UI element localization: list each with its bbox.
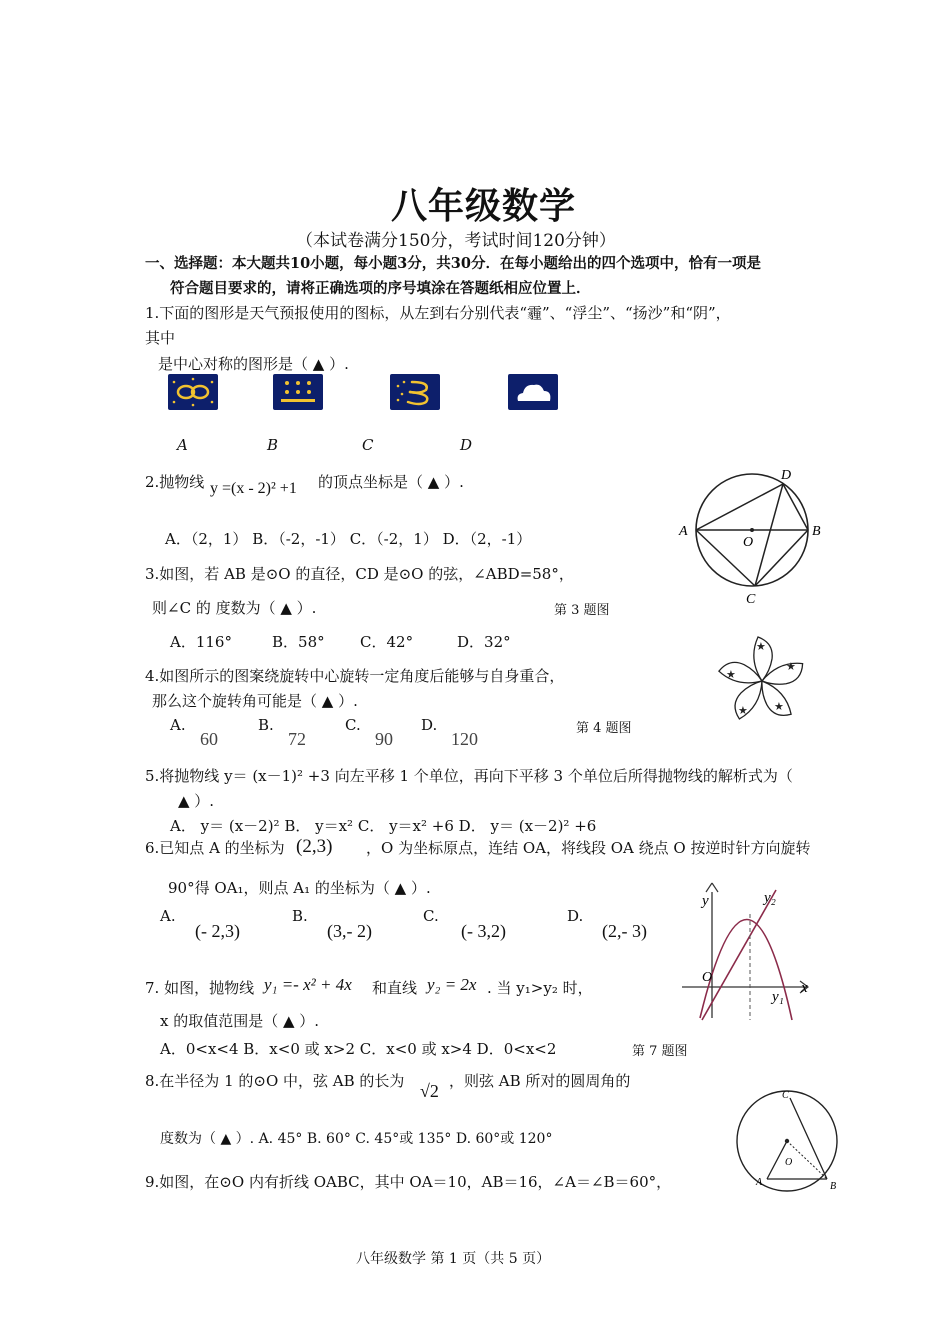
q2-stem-a: 2.抛物线 <box>145 473 205 491</box>
q4-stem-line1: 4.如图所示的图案绕旋转中心旋转一定角度后能够与自身重合， <box>145 667 565 685</box>
q7-stem-c: . 当 y₁>y₂ 时， <box>487 979 593 997</box>
q8-stem-b: ，则弦 AB 所对的圆周角的 <box>449 1072 631 1090</box>
haze-icon <box>168 374 218 410</box>
q5-stem-line2: ▲ ）. <box>178 792 215 810</box>
q4-option-d-letter: D. <box>421 716 438 734</box>
section-instructions-line1: 一、选择题：本大题共10小题，每小题3分，共30分．在每小题给出的四个选项中，恰有一项是 <box>145 255 761 272</box>
q6-option-d-value: (2,- 3) <box>602 921 647 941</box>
q7-formula-y2: y₂ = 2x <box>427 975 477 994</box>
svg-text:★: ★ <box>756 640 766 653</box>
sand-icon <box>390 374 440 410</box>
q7-label-y2: y₂ <box>764 890 776 906</box>
q1-stem-line2: 其中 <box>145 329 176 347</box>
q8-label-c: C <box>782 1090 789 1101</box>
q7-formula-y1: y₁ =- x² + 4x <box>264 975 352 994</box>
page-title: 八年级数学 <box>391 186 577 227</box>
q8-label-a: A <box>756 1177 763 1188</box>
q4-option-c-value: 90 <box>375 729 393 749</box>
q6-option-b-value: (3,- 2) <box>327 921 372 941</box>
q5-options: A． y＝ (x－2)² B． y＝x² C． y＝x² +6 D． y＝ (x－2)² +6 <box>170 817 597 835</box>
q6-option-b-letter: B. <box>292 907 308 925</box>
q3-option-a: A．116° <box>170 633 232 651</box>
q6-option-c-letter: C. <box>423 907 439 925</box>
svg-text:★: ★ <box>726 668 736 681</box>
q1-label-c: C <box>362 436 374 454</box>
cloudy-icon <box>508 374 558 410</box>
q3-label-c: C <box>746 592 756 607</box>
svg-text:★: ★ <box>738 704 748 717</box>
q4-stem-line2: 那么这个旋转角可能是（ ▲ ）. <box>152 692 358 710</box>
q7-label-x: x <box>801 980 808 996</box>
q4-figure <box>708 628 816 734</box>
q1-stem-line3: 是中心对称的图形是（ ▲ ）. <box>158 355 349 373</box>
q1-stem-line1: 1.下面的图形是天气预报使用的图标，从左到右分别代表“霾”、“浮尘”、“扬沙”和“阴”， <box>145 304 731 322</box>
q4-option-b-value: 72 <box>288 729 306 749</box>
q7-label-y: y <box>702 893 709 909</box>
q8-stem-a: 8.在半径为 1 的⊙O 中，弦 AB 的长为 <box>145 1072 405 1090</box>
q6-option-c-value: (- 3,2) <box>461 921 506 941</box>
q7-options: A．0<x<4 B．x<0 或 x>2 C．x<0 或 x>4 D．0<x<2 <box>160 1040 557 1058</box>
svg-text:★: ★ <box>774 700 784 713</box>
q7-label-o: O <box>702 970 713 985</box>
q3-caption: 第 3 题图 <box>554 603 610 618</box>
q6-stem-a: 6.已知点 A 的坐标为 <box>145 839 285 857</box>
q2-options: A．（2，1） B．（-2，-1） C．（-2，1） D．（2，-1） <box>165 530 532 548</box>
q1-label-b: B <box>267 436 279 454</box>
q3-stem-line2: 则∠C 的 度数为（ ▲ ）. <box>152 599 317 617</box>
q3-label-o: O <box>743 535 754 550</box>
q6-stem-line2: 90°得 OA₁，则点 A₁ 的坐标为（ ▲ ）. <box>168 879 431 897</box>
q3-stem-line1: 3.如图，若 AB 是⊙O 的直径，CD 是⊙O 的弦，∠ABD=58°， <box>145 565 574 583</box>
q5-stem-line1: 5.将抛物线 y＝ (x－1)² +3 向左平移 1 个单位，再向下平移 3 个单位后所得抛物线的解析式为（ <box>145 767 793 785</box>
q3-label-a: A <box>679 524 688 539</box>
q1-label-a: A <box>177 436 188 454</box>
q2-formula: y =(x - 2)² +1 <box>210 480 297 497</box>
q8-sqrt: √2 <box>420 1081 439 1101</box>
q1-label-d: D <box>460 436 473 454</box>
q3-option-d: D．32° <box>457 633 511 651</box>
q8-label-o: O <box>785 1157 793 1168</box>
page-subtitle: （本试卷满分150分，考试时间120分钟） <box>296 231 616 251</box>
q9-stem-line1: 9.如图，在⊙O 内有折线 OABC，其中 OA＝10，AB＝16，∠A＝∠B＝60°， <box>145 1173 672 1191</box>
q3-label-b: B <box>812 524 821 539</box>
q6-coordinate: (2,3) <box>296 836 333 857</box>
q4-option-c-letter: C. <box>345 716 361 734</box>
q7-stem-b: 和直线 <box>372 979 418 997</box>
q4-option-b-letter: B. <box>258 716 274 734</box>
q7-figure <box>680 880 815 1025</box>
q3-option-c: C．42° <box>360 633 414 651</box>
dust-icon <box>273 374 323 410</box>
q4-option-a-letter: A. <box>170 716 186 734</box>
q4-caption: 第 4 题图 <box>576 721 632 736</box>
q4-option-a-value: 60 <box>200 729 218 749</box>
q7-stem-line2: x 的取值范围是（ ▲ ）. <box>160 1012 320 1030</box>
q8-stem-line2: 度数为（ ▲ ）. A. 45° B. 60° C. 45°或 135° D. 60°或 120° <box>160 1131 553 1147</box>
q7-stem-a: 7. 如图，抛物线 <box>145 979 255 997</box>
q6-option-a-value: (- 2,3) <box>195 921 240 941</box>
q4-option-d-value: 120 <box>451 729 478 749</box>
q8-figure <box>730 1085 845 1197</box>
q3-figure <box>675 462 835 607</box>
q7-label-y1: y₁ <box>772 989 784 1005</box>
q8-label-b: B <box>830 1181 837 1192</box>
page-footer: 八年级数学 第 1 页（共 5 页） <box>356 1251 551 1267</box>
q6-option-d-letter: D. <box>567 907 584 925</box>
section-instructions-line2: 符合题目要求的，请将正确选项的序号填涂在答题纸相应位置上． <box>170 280 591 297</box>
svg-text:★: ★ <box>786 660 796 673</box>
q3-label-d: D <box>781 468 792 483</box>
q2-stem-b: 的顶点坐标是（ ▲ ）. <box>318 473 464 491</box>
q7-caption: 第 7 题图 <box>632 1044 688 1059</box>
q6-stem-b: ，O 为坐标原点，连结 OA，将线段 OA 绕点 O 按逆时针方向旋转 <box>366 839 811 857</box>
q6-option-a-letter: A. <box>160 907 176 925</box>
q3-option-b: B．58° <box>272 633 325 651</box>
